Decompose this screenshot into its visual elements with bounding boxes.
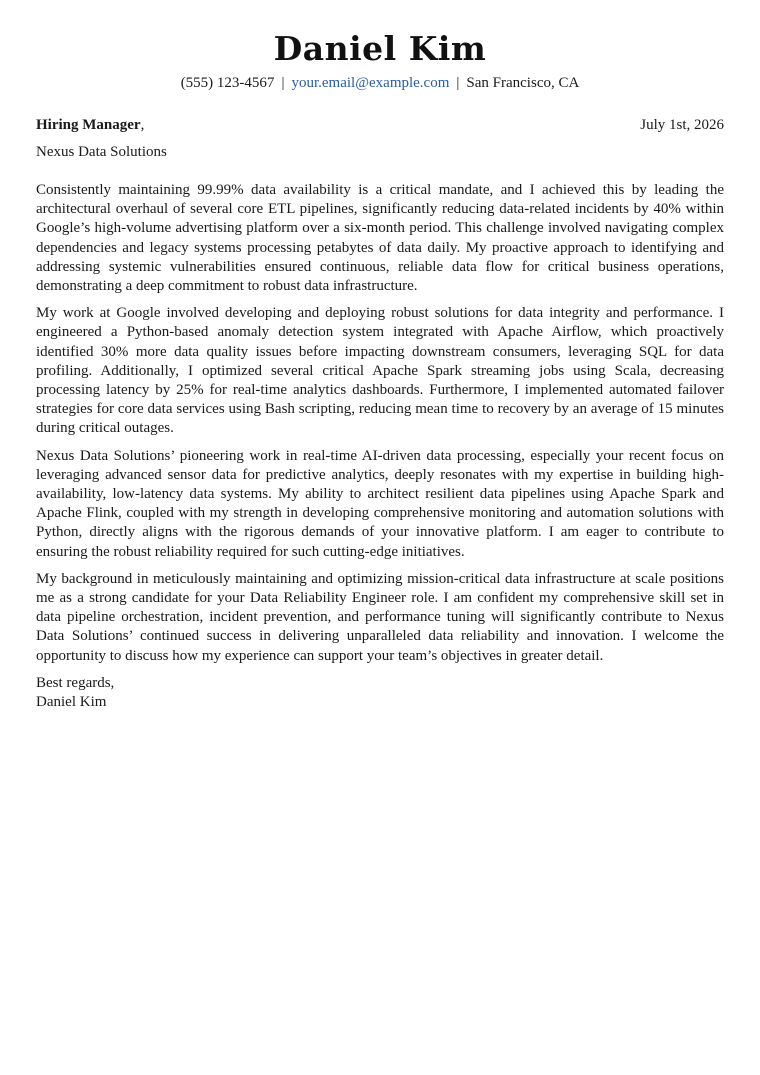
salutation-punct: , xyxy=(140,117,145,133)
email-link[interactable]: your.email@example.com xyxy=(291,75,450,91)
closing-block xyxy=(36,674,724,713)
body-paragraph: Nexus Data Solutions’ pioneering work in real-time AI-driven data processing, especially your recent focus on leveraging advanced sensor data for predictive analytics, deeply resonates with my expertise in building high-availability, low-latency data systems. My ability to architect resilient data pipelines using Apache Spark and Apache Flink, coupled with my strength in developing comprehensive monitoring and automation solutions with Python, directly aligns with the rigorous demands of your innovative platform. I am eager to contribute to ensuring the robust reliability required for such cutting-edge initiatives. xyxy=(36,447,724,560)
body-paragraph: My background in meticulously maintaining and optimizing mission-critical data infrastructure at scale positions me as a strong candidate for your Data Reliability Engineer role. I am confident my comprehensive skill set in data pipeline orchestration, incident prevention, and performance tuning will significantly contribute to Nexus Data Solutions’ continued success in delivering unparalleled data reliability and innovation. I welcome the opportunity to discuss how my experience can support your team’s objectives in greater detail. xyxy=(36,570,724,664)
cover-letter xyxy=(36,0,724,713)
letter-body xyxy=(36,181,724,666)
letter-date: July 1st, 2026 xyxy=(640,117,724,133)
phone-number: (555) 123-4567 xyxy=(180,75,275,91)
applicant-name: Daniel Kim xyxy=(273,29,487,68)
salutation-name: Hiring Manager xyxy=(36,117,141,133)
contact-separator: | xyxy=(281,75,285,91)
body-paragraph: My work at Google involved developing and deploying robust solutions for data integrity and performance. I engineered a Python-based anomaly detection system integrated with Apache Airflow, which proactively identified 30% more data quality issues before impacting downstream consumers, leveraging SQL for data profiling. Additionally, I optimized several critical Apache Spark streaming jobs using Scala, decreasing processing latency by 25% for real-time analytics dashboards. Furthermore, I implemented automated failover strategies for core data services using Bash scripting, reducing mean time to recovery by an average of 15 minutes during critical outages. xyxy=(36,305,724,437)
recipient-company: Nexus Data Solutions xyxy=(36,144,167,160)
contact-separator: | xyxy=(456,75,460,91)
sign-off: Best regards, xyxy=(36,674,115,691)
signature-name: Daniel Kim xyxy=(36,694,107,711)
salutation xyxy=(36,115,144,135)
contact-line xyxy=(36,73,724,93)
location: San Francisco, CA xyxy=(466,75,580,91)
salutation-row xyxy=(36,115,724,135)
body-paragraph: Consistently maintaining 99.99% data availability is a critical mandate, and I achieved this by leading the architectural overhaul of several core ETL pipelines, significantly reducing data-related incidents by 40% within Google’s high-volume advertising platform over a six-month period. This challenge involved navigating complex dependencies and legacy systems processing petabytes of data daily. My proactive approach to identifying and addressing systemic vulnerabilities ensured continuous, reliable data flow for critical business operations, demonstrating a deep commitment to robust data infrastructure. xyxy=(36,182,724,295)
